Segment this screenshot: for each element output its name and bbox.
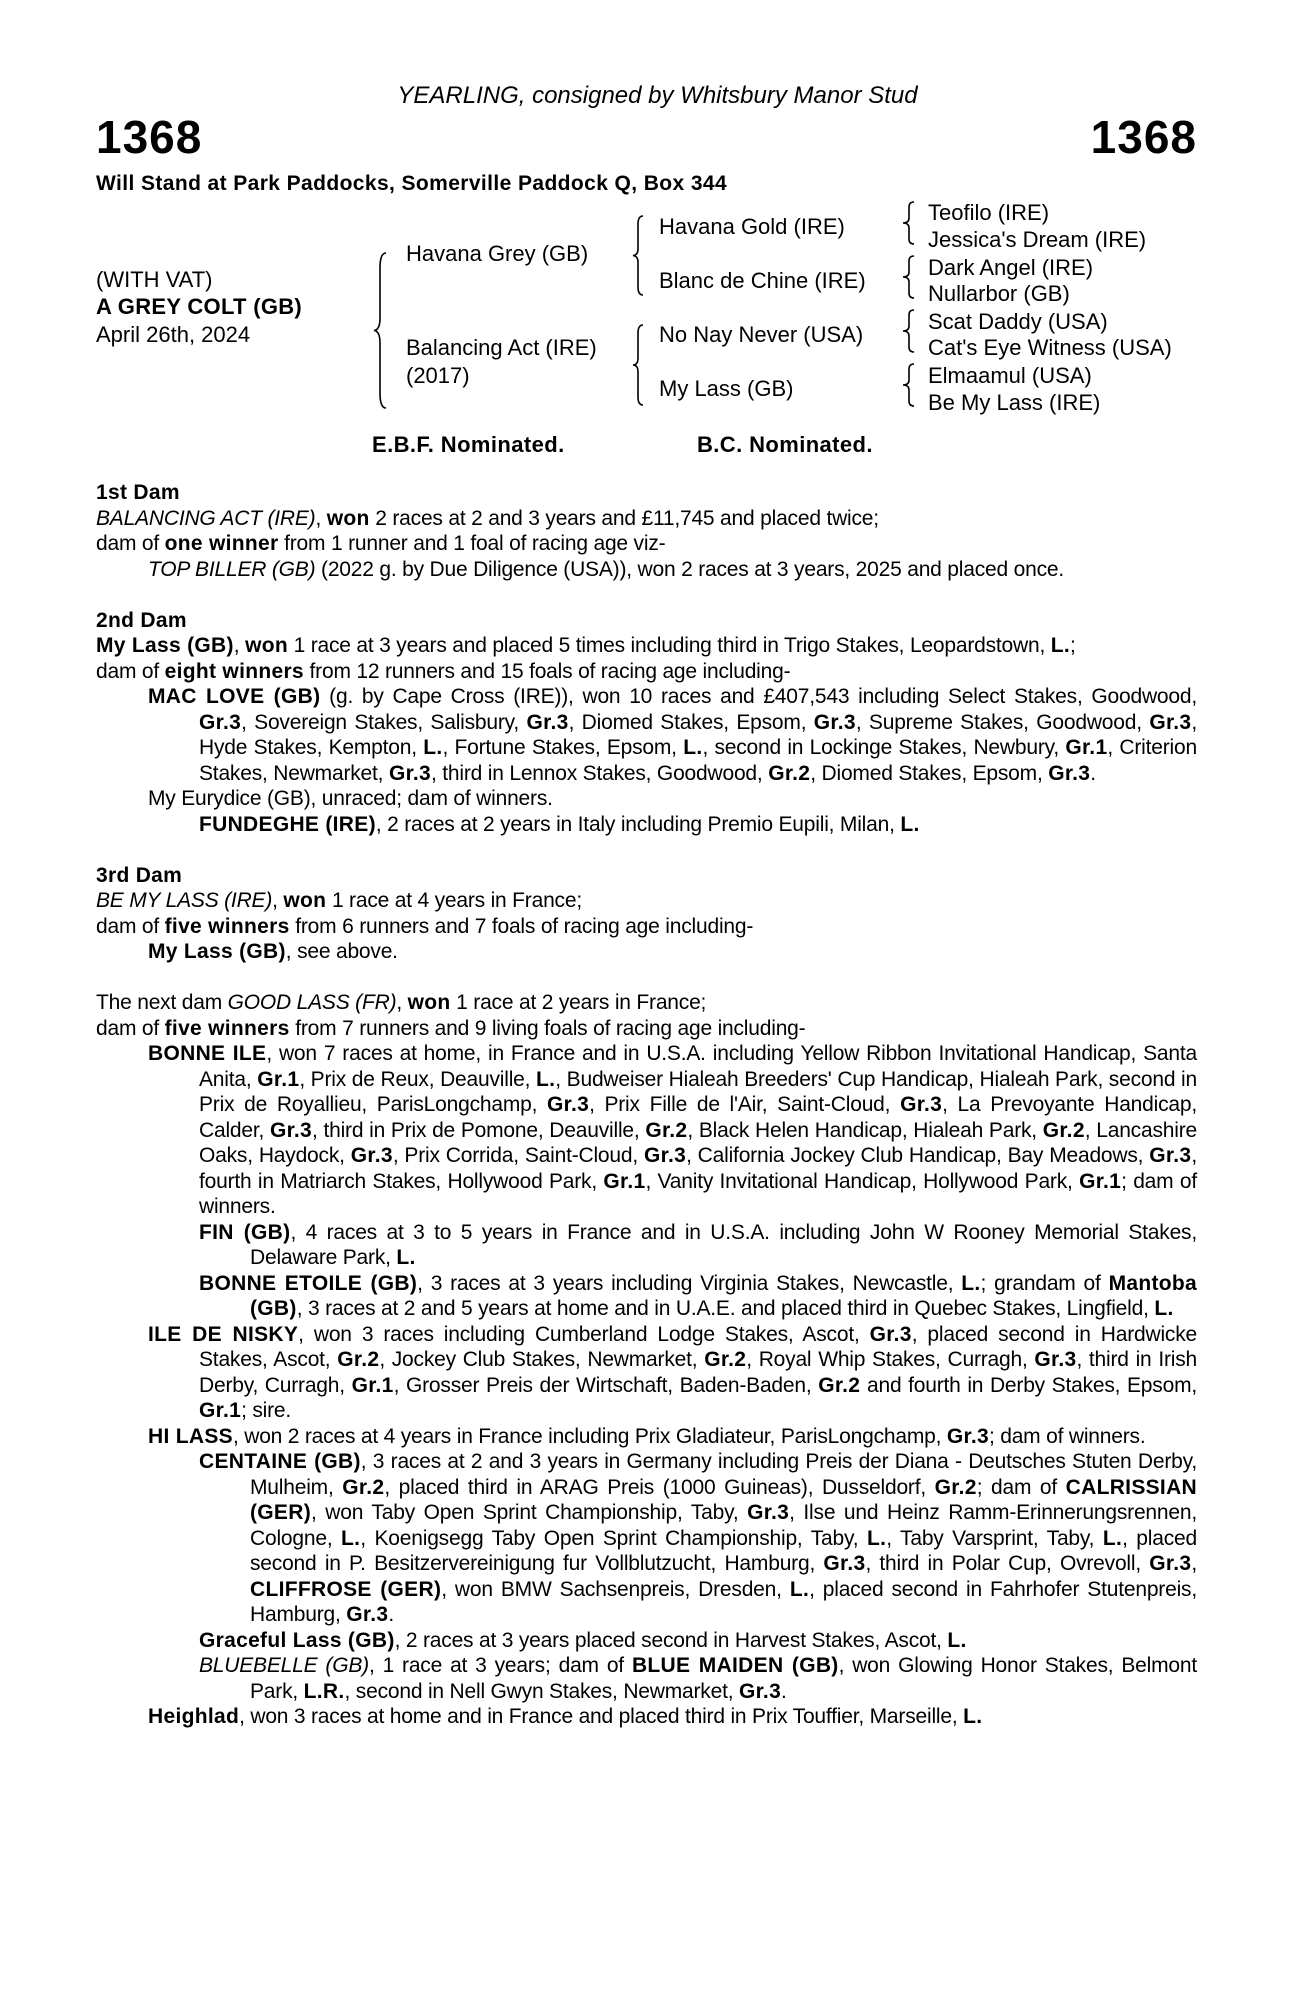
- text: , third in Polar Cup, Ovrevoll,: [865, 1552, 1150, 1575]
- bold-text: five winners: [164, 914, 290, 938]
- pedigree-paragraph: [96, 633, 1197, 659]
- ebf-nominated: E.B.F. Nominated.: [372, 432, 565, 457]
- text: , third in Lennox Stakes, Goodwood,: [431, 761, 769, 785]
- bold-text: Gr.1: [1079, 1169, 1122, 1193]
- text: , Budweiser Hialeah Breeders' Cup Handicap, Hialeah Park, second in Prix de Royallieu, ParisLongchamp,: [199, 1067, 1198, 1116]
- italic-text: BLUEBELLE (GB): [199, 1654, 369, 1677]
- text: (2022 g. by Due Diligence (USA)), won 2 races at 3 years, 2025 and placed once.: [315, 557, 1064, 581]
- bold-text: Gr.3: [1149, 1552, 1192, 1575]
- stand-location: Will Stand at Park Paddocks, Somerville Paddock Q, Box 344: [96, 172, 728, 195]
- bold-text: BONNE ILE: [148, 1042, 267, 1065]
- bold-text: L.: [947, 1628, 967, 1652]
- text: .: [781, 1679, 787, 1703]
- brace-gg-1: [903, 202, 914, 244]
- bold-text: Gr.2: [645, 1118, 688, 1142]
- text: , second in Nell Gwyn Stakes, Newmarket,: [344, 1679, 739, 1703]
- text: , won BMW Sachsenpreis, Dresden,: [441, 1577, 790, 1601]
- bold-text: Gr.2: [1042, 1118, 1085, 1142]
- pedigree-paragraph: [96, 684, 1197, 786]
- italic-text: BE MY LASS (IRE): [96, 889, 273, 912]
- gg-8: Be My Lass (IRE): [928, 390, 1101, 415]
- bold-text: five winners: [164, 1016, 290, 1040]
- text: 1 race at 2 years in France;: [450, 991, 707, 1014]
- pedigree-paragraph: [96, 812, 1197, 838]
- dam: Balancing Act (IRE): [406, 335, 597, 360]
- italic-text: TOP BILLER (GB): [148, 557, 316, 581]
- text: , Jockey Club Stakes, Newmarket,: [379, 1348, 705, 1371]
- brace-gg-3: [903, 310, 914, 352]
- bold-text: Gr.3: [900, 1093, 943, 1116]
- bold-text: Gr.1: [199, 1399, 242, 1422]
- bold-text: 3rd Dam: [96, 863, 183, 887]
- bold-text: Gr.1: [257, 1067, 300, 1091]
- bold-text: Gr.3: [747, 1501, 790, 1524]
- bold-text: Gr.3: [547, 1093, 590, 1116]
- bold-text: FIN (GB): [199, 1220, 291, 1244]
- bold-text: L.: [396, 1246, 416, 1269]
- text: from 12 runners and 15 foals of racing age including-: [303, 659, 791, 683]
- sire-sire: Havana Gold (IRE): [659, 214, 845, 239]
- brace-sire: [633, 216, 643, 295]
- text: , won Taby Open Sprint Championship, Taby,: [311, 1501, 748, 1524]
- pedigree-paragraph: [96, 888, 1197, 914]
- italic-text: BALANCING ACT (IRE): [96, 506, 316, 530]
- text: , placed second in P. Besitzervereinigung fur Vollblutzucht, Hamburg,: [250, 1526, 1197, 1575]
- text: , 3 races at 2 and 5 years at home and in U.A.E. and placed third in Quebec Stakes, Lingfield,: [296, 1297, 1155, 1320]
- pedigree-paragraph: [96, 506, 1197, 532]
- pedigree-paragraph: [96, 990, 1197, 1016]
- section-heading: [96, 608, 1197, 634]
- text: , Taby Varsprint, Taby,: [886, 1526, 1103, 1550]
- text: , Prix Fille de l'Air, Saint-Cloud,: [589, 1093, 901, 1116]
- bold-text: 1st Dam: [96, 481, 180, 504]
- text: , California Jockey Club Handicap, Bay Meadows,: [686, 1144, 1150, 1167]
- text: , La Prevoyante Handicap, Calder,: [199, 1093, 1197, 1142]
- text: from 1 runner and 1 foal of racing age viz-: [278, 532, 666, 555]
- bold-text: Gr.1: [351, 1373, 394, 1397]
- text: , see above.: [285, 940, 398, 963]
- text: 1 race at 3 years and placed 5 times including third in Trigo Stakes, Leopardstown,: [287, 634, 1051, 657]
- text: , Sovereign Stakes, Salisbury,: [241, 710, 527, 734]
- section-heading: [96, 480, 1197, 506]
- lot-number-right: 1368: [1090, 111, 1197, 163]
- text: , 3 races at 2 and 3 years in Germany including Preis der Diana - Deutsches Stuten Derby, Mulheim,: [250, 1450, 1198, 1499]
- pedigree-paragraph: [96, 1449, 1197, 1628]
- text: .: [1090, 761, 1096, 785]
- bold-text: My Lass (GB): [96, 634, 234, 657]
- bold-text: L.: [1102, 1526, 1123, 1550]
- text: dam of: [96, 1016, 165, 1040]
- pedigree-paragraph: [96, 1016, 1197, 1042]
- text: , won 3 races at home and in France and placed third in Prix Touffier, Marseille,: [239, 1705, 964, 1728]
- bold-text: L.: [1050, 634, 1071, 657]
- text: , Koenigsegg Taby Open Sprint Championship, Taby,: [360, 1526, 867, 1550]
- bold-text: Gr.3: [350, 1144, 393, 1167]
- text: ,: [233, 634, 246, 657]
- text: from 6 runners and 7 foals of racing age including-: [289, 914, 754, 938]
- italic-text: GOOD LASS (FR): [227, 991, 397, 1014]
- text: , Supreme Stakes, Goodwood,: [855, 710, 1150, 734]
- text: , 2 races at 2 years in Italy including Premio Eupili, Milan,: [375, 812, 901, 836]
- text: ,: [1191, 1552, 1197, 1575]
- bold-text: won: [283, 889, 327, 912]
- text: ; sire.: [241, 1399, 292, 1422]
- text: , Hyde Stakes, Kempton,: [199, 710, 1198, 759]
- bold-text: CLIFFROSE (GER): [250, 1577, 442, 1601]
- text: , won 7 races at home, in France and in U.S.A. including Yellow Ribbon Invitational Handicap, Santa Anita,: [199, 1042, 1198, 1091]
- bc-nominated: B.C. Nominated.: [697, 432, 873, 457]
- bold-text: L.: [341, 1526, 361, 1550]
- text: , Black Helen Handicap, Hialeah Park,: [687, 1118, 1043, 1142]
- foal-name: A GREY COLT (GB): [96, 294, 303, 319]
- text: , Lancashire Oaks, Haydock,: [199, 1118, 1197, 1167]
- bold-text: L.: [866, 1526, 887, 1550]
- text: from 7 runners and 9 living foals of racing age including-: [289, 1016, 806, 1040]
- pedigree-paragraph: [96, 914, 1197, 940]
- text: ; dam of winners.: [988, 1424, 1146, 1448]
- text: My Eurydice (GB), unraced; dam of winners.: [148, 787, 553, 810]
- dam-sire: No Nay Never (USA): [659, 322, 864, 347]
- bold-text: Gr.3: [269, 1118, 313, 1142]
- brace-gg-4: [903, 364, 914, 406]
- lot-number-left: 1368: [96, 111, 203, 163]
- bold-text: L.: [1154, 1297, 1174, 1320]
- text: ; grandam of: [980, 1271, 1109, 1295]
- text: , Ilse und Heinz Ramm-Erinnerungsrennen, Cologne,: [250, 1501, 1197, 1550]
- bold-text: Gr.1: [1065, 736, 1108, 759]
- text: dam of: [96, 914, 165, 938]
- bold-text: Gr.3: [869, 1322, 912, 1346]
- pedigree-paragraph: [96, 1628, 1197, 1654]
- bold-text: won: [407, 991, 451, 1014]
- bold-text: Gr.3: [199, 710, 242, 734]
- gg-3: Dark Angel (IRE): [928, 255, 1094, 280]
- text: 1 race at 4 years in France;: [326, 889, 582, 912]
- bold-text: L.: [683, 736, 703, 759]
- text: , placed second in Hardwicke Stakes, Ascot,: [199, 1322, 1197, 1371]
- bold-text: Gr.3: [1149, 1144, 1192, 1167]
- bold-text: My Lass (GB): [148, 940, 286, 963]
- text: , placed second in Fahrhofer Stutenpreis, Hamburg,: [250, 1577, 1197, 1626]
- pedigree-paragraph: [96, 1322, 1197, 1424]
- brace-gg-2: [903, 256, 914, 298]
- pedigree-paragraph: [96, 1220, 1197, 1271]
- bold-text: Gr.2: [768, 761, 811, 785]
- bold-text: Gr.3: [813, 710, 856, 734]
- bold-text: Gr.3: [526, 710, 569, 734]
- pedigree-paragraph: [96, 786, 1197, 812]
- bold-text: Gr.3: [1048, 761, 1091, 785]
- text: , Diomed Stakes, Epsom,: [568, 710, 814, 734]
- text: , won 2 races at 4 years in France including Prix Gladiateur, ParisLongchamp,: [232, 1424, 947, 1448]
- pedigree-paragraph: [96, 1653, 1197, 1704]
- bold-text: FUNDEGHE (IRE): [199, 812, 376, 836]
- bold-text: Gr.3: [946, 1424, 989, 1448]
- text: (g. by Cape Cross (IRE)), won 10 races and £407,543 including Select Stakes, Goodwood,: [320, 685, 1197, 708]
- dam-year: (2017): [406, 363, 470, 388]
- bold-text: L.: [536, 1067, 556, 1091]
- text: , Prix de Reux, Deauville,: [299, 1067, 537, 1091]
- gg-7: Elmaamul (USA): [928, 363, 1092, 388]
- bold-text: Gr.3: [823, 1552, 866, 1575]
- text: ; dam of winners.: [199, 1169, 1197, 1218]
- foal-dob: April 26th, 2024: [96, 322, 251, 347]
- text: , third in Prix de Pomone, Deauville,: [312, 1118, 646, 1142]
- consignor-line: YEARLING, consigned by Whitsbury Manor Stud: [397, 82, 918, 109]
- text: , won 3 races including Cumberland Lodge Stakes, Ascot,: [298, 1322, 870, 1346]
- pedigree-paragraph: [96, 1424, 1197, 1450]
- bold-text: BONNE ETOILE (GB): [199, 1271, 418, 1295]
- bold-text: won: [245, 634, 288, 657]
- bold-text: Gr.3: [644, 1144, 687, 1167]
- text: , fourth in Matriarch Stakes, Hollywood Park,: [199, 1144, 1197, 1193]
- gg-1: Teofilo (IRE): [928, 200, 1050, 225]
- text: , Criterion Stakes, Newmarket,: [199, 736, 1197, 785]
- gg-2: Jessica's Dream (IRE): [928, 227, 1147, 252]
- bold-text: eight winners: [164, 659, 304, 683]
- pedigree-paragraph: [96, 1704, 1197, 1730]
- bold-text: L.: [423, 736, 443, 759]
- pedigree-paragraph: [96, 1271, 1197, 1322]
- dam-line-details: [96, 480, 1197, 1730]
- text: , 1 race at 3 years; dam of: [368, 1654, 632, 1677]
- bold-text: L.: [963, 1705, 983, 1728]
- text: ,: [315, 506, 327, 530]
- bold-text: CALRISSIAN (GER): [250, 1475, 1197, 1524]
- text: The next dam: [96, 991, 228, 1014]
- pedigree-paragraph: [96, 939, 1197, 965]
- bold-text: L.: [900, 812, 920, 836]
- bold-text: Gr.3: [1034, 1348, 1077, 1371]
- text: ,: [396, 991, 408, 1014]
- text: , Diomed Stakes, Epsom,: [810, 761, 1049, 785]
- bold-text: HI LASS: [148, 1424, 233, 1448]
- text: , Fortune Stakes, Epsom,: [442, 736, 684, 759]
- bold-text: Gr.3: [388, 761, 431, 785]
- sire-dam: Blanc de Chine (IRE): [659, 268, 866, 293]
- text: , third in Irish Derby, Curragh,: [199, 1348, 1198, 1397]
- pedigree-paragraph: [96, 1041, 1197, 1220]
- bold-text: Gr.1: [603, 1169, 646, 1193]
- bold-text: L.: [789, 1577, 810, 1601]
- text: , Grosser Preis der Wirtschaft, Baden-Baden,: [393, 1373, 819, 1397]
- gg-4: Nullarbor (GB): [928, 281, 1070, 306]
- text: , Vanity Invitational Handicap, Hollywood Park,: [645, 1169, 1080, 1193]
- brace-gen1: [374, 253, 386, 408]
- bold-text: L.: [961, 1271, 981, 1295]
- text: dam of: [96, 532, 165, 555]
- text: , 4 races at 3 to 5 years in France and in U.S.A. including John W Rooney Memorial Stakes, Delaware Park,: [250, 1220, 1197, 1269]
- vat-note: (WITH VAT): [96, 267, 213, 292]
- dam-dam: My Lass (GB): [659, 376, 794, 401]
- bold-text: Gr.2: [704, 1348, 747, 1371]
- bold-text: Gr.2: [934, 1475, 977, 1499]
- section-heading: [96, 863, 1197, 889]
- pedigree-paragraph: [96, 557, 1197, 583]
- bold-text: ILE DE NISKY: [148, 1322, 299, 1346]
- text: , 3 races at 3 years including Virginia Stakes, Newcastle,: [417, 1271, 962, 1295]
- bold-text: MAC LOVE (GB): [148, 685, 321, 708]
- bold-text: L.R.: [303, 1679, 345, 1703]
- gg-5: Scat Daddy (USA): [928, 309, 1108, 334]
- bold-text: 2nd Dam: [96, 608, 187, 632]
- bold-text: Gr.3: [1149, 710, 1192, 734]
- sire: Havana Grey (GB): [406, 241, 589, 266]
- text: .: [388, 1603, 394, 1626]
- bold-text: Gr.2: [337, 1348, 380, 1371]
- gg-6: Cat's Eye Witness (USA): [928, 335, 1172, 360]
- bold-text: Heighlad: [148, 1705, 240, 1728]
- bold-text: Gr.3: [738, 1679, 782, 1703]
- text: , 2 races at 3 years placed second in Harvest Stakes, Ascot,: [394, 1628, 948, 1652]
- text: , Royal Whip Stakes, Curragh,: [746, 1348, 1035, 1371]
- text: ,: [272, 889, 284, 912]
- brace-dam: [633, 325, 643, 405]
- pedigree-paragraph: [96, 659, 1197, 685]
- bold-text: one winner: [164, 532, 279, 555]
- bold-text: Graceful Lass (GB): [199, 1628, 395, 1652]
- bold-text: Mantoba (GB): [250, 1271, 1197, 1320]
- text: , Prix Corrida, Saint-Cloud,: [392, 1144, 644, 1167]
- bold-text: won: [326, 506, 370, 530]
- text: , second in Lockinge Stakes, Newbury,: [702, 736, 1066, 759]
- text: dam of: [96, 659, 165, 683]
- text: , won Glowing Honor Stakes, Belmont Park,: [250, 1654, 1198, 1703]
- bold-text: Gr.2: [818, 1373, 861, 1397]
- bold-text: BLUE MAIDEN (GB): [631, 1654, 839, 1677]
- text: ; dam of: [976, 1475, 1066, 1499]
- bold-text: Gr.2: [342, 1475, 385, 1499]
- bold-text: CENTAINE (GB): [199, 1450, 361, 1473]
- pedigree-paragraph: [96, 531, 1197, 557]
- text: ;: [1070, 634, 1076, 657]
- bold-text: Gr.3: [346, 1603, 389, 1626]
- text: 2 races at 2 and 3 years and £11,745 and placed twice;: [369, 506, 879, 530]
- text: and fourth in Derby Stakes, Epsom,: [860, 1373, 1197, 1397]
- text: , placed third in ARAG Preis (1000 Guineas), Dusseldorf,: [384, 1475, 935, 1499]
